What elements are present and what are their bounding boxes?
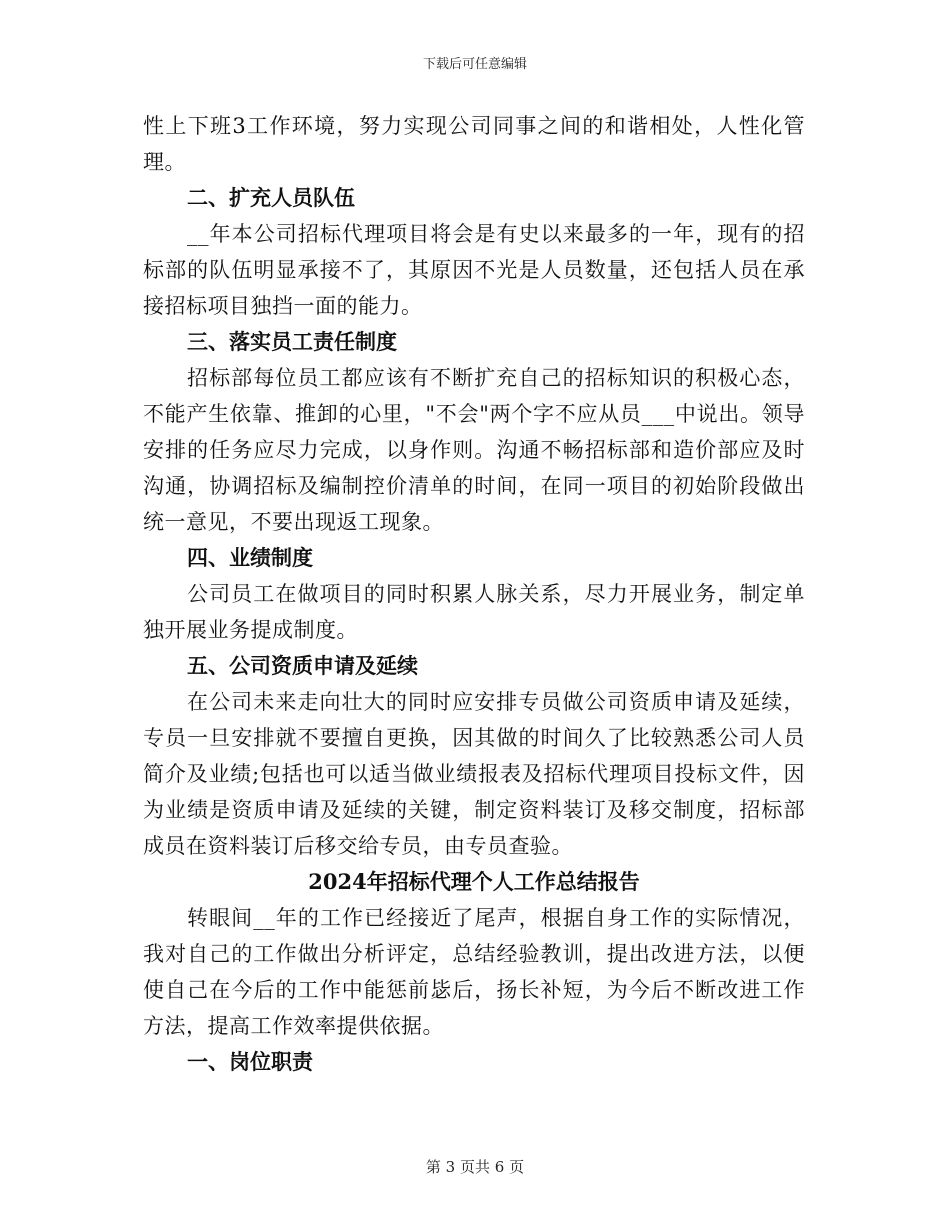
paragraph: 公司员工在做项目的同时积累人脉关系，尽力开展业务，制定单独开展业务提成制度。 [143,582,805,642]
paragraph: 招标部每位员工都应该有不断扩充自己的招标知识的积极心态，不能产生依靠、推卸的心里，"不会"两个字不应从员___中说出。领导安排的任务应尽力完成，以身作则。沟通不畅招标部和造价部应及时沟通，协调招标及编制控价清单的时间，在同一项目的初始阶段做出统一意见，不要出现返工现象。 [143,366,805,534]
document-body [143,108,805,1080]
section-heading: 五、公司资质申请及延续 [187,653,418,678]
page-header: 下载后可任意编辑 [422,57,527,72]
paragraph: 性上下班3工作环境，努力实现公司同事之间的和谐相处，人性化管理。 [143,114,805,174]
section-heading: 一、岗位职责 [187,1049,313,1074]
paragraph: 转眼间__年的工作已经接近了尾声，根据自身工作的实际情况，我对自己的工作做出分析评定，总结经验教训，提出改进方法，以便使自己在今后的工作中能惩前毖后，扬长补短，为今后不断改进工作方法，提高工作效率提供依据。 [143,906,805,1038]
section-heading: 二、扩充人员队伍 [187,185,355,210]
paragraph: 在公司未来走向壮大的同时应安排专员做公司资质申请及延续，专员一旦安排就不要擅自更换，因其做的时间久了比较熟悉公司人员简介及业绩;包括也可以适当做业绩报表及招标代理项目投标文件，因为业绩是资质申请及延续的关键，制定资料装订及移交制度，招标部成员在资料装订后移交给专员，由专员查验。 [143,690,805,858]
section-heading: 三、落实员工责任制度 [187,329,397,354]
page-footer: 第 3 页共 6 页 [425,1158,525,1176]
report-title: 2024年招标代理个人工作总结报告 [308,869,640,894]
section-heading: 四、业绩制度 [187,545,313,570]
paragraph: __年本公司招标代理项目将会是有史以来最多的一年，现有的招标部的队伍明显承接不了，其原因不光是人员数量，还包括人员在承接招标项目独挡一面的能力。 [143,222,805,318]
